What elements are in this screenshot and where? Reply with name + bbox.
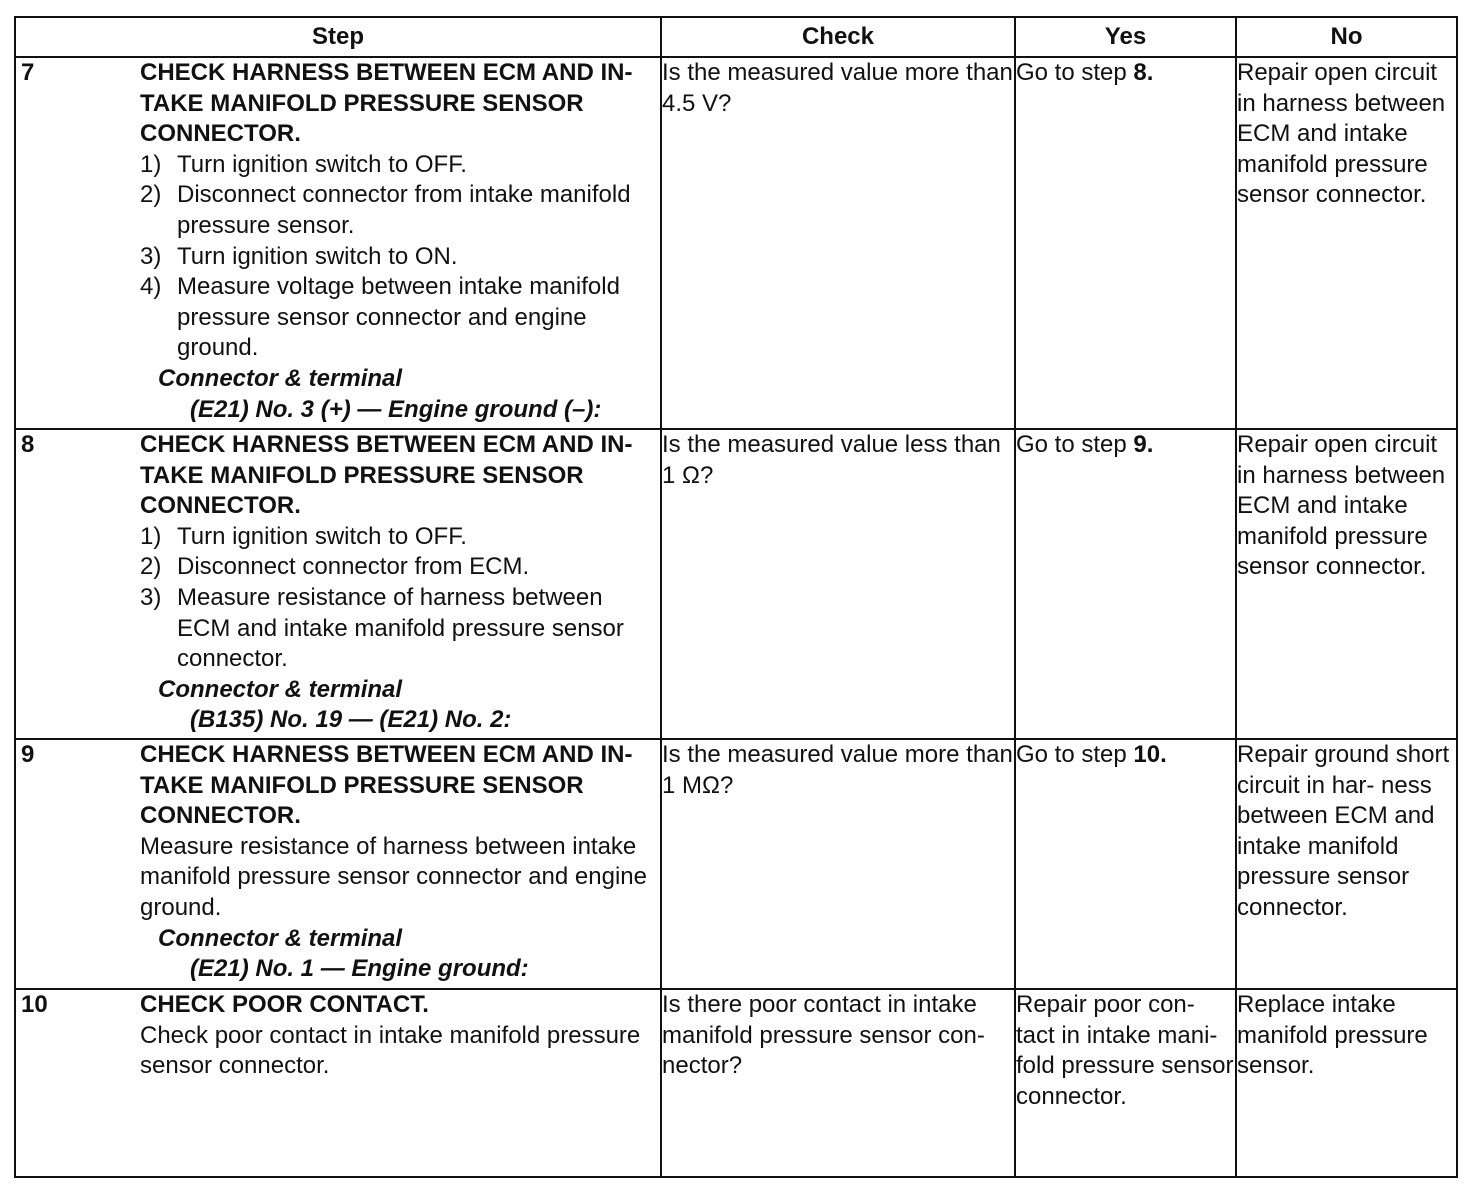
procedure-item: 1) Turn ignition switch to OFF. (140, 150, 467, 178)
procedure-item: 3) Turn ignition switch to ON. (140, 242, 458, 270)
no-cell: Repair open circuit in harness between ECM and intake manifold pressure sensor connector. (1236, 429, 1457, 739)
check-cell: Is the measured value more than 1 MΩ? (661, 739, 1015, 989)
next-step-ref: 9. (1133, 431, 1154, 458)
connector-terms: (E21) No. 3 (+) — Engine ground (–): (190, 395, 602, 423)
header-step: Step (15, 17, 661, 57)
table-row (15, 57, 1457, 429)
procedure-text: Check poor contact in intake manifold pressure sensor connector. (140, 1021, 641, 1080)
header-yes: Yes (1015, 17, 1236, 57)
header-row (15, 17, 1457, 57)
step-heading: CHECK HARNESS BETWEEN ECM AND IN- TAKE MANIFOLD PRESSURE SENSOR CONNECTOR. (140, 431, 633, 520)
step-heading: CHECK POOR CONTACT. (140, 991, 429, 1018)
connector-label: Connector & terminal (158, 924, 403, 952)
step-cell (15, 57, 661, 429)
procedure-item: 3) Measure resistance of harness between ECM and intake manifold pressure sensor connector. (140, 583, 624, 673)
header-no: No (1236, 17, 1457, 57)
procedure-text: Measure resistance of harness between intake manifold pressure sensor connector and engine ground. (140, 832, 647, 921)
table-row (15, 739, 1457, 989)
step-heading: CHECK HARNESS BETWEEN ECM AND IN- TAKE MANIFOLD PRESSURE SENSOR CONNECTOR. (140, 741, 633, 830)
yes-cell: Go to step 10. (1015, 739, 1236, 989)
no-cell: Replace intake manifold pressure sensor. (1236, 989, 1457, 1177)
step-number: 10 (21, 991, 48, 1018)
step-number: 8 (21, 431, 35, 458)
check-cell: Is there poor contact in intake manifold pressure sensor con- nector? (661, 989, 1015, 1177)
table-row (15, 989, 1457, 1177)
step-cell (15, 989, 661, 1177)
no-cell: Repair ground short circuit in har- ness between ECM and intake manifold pressure sensor connector. (1236, 739, 1457, 989)
diagnostic-table (14, 16, 1458, 1178)
connector-terms: (E21) No. 1 — Engine ground: (190, 955, 529, 983)
step-cell (15, 739, 661, 989)
step-heading: CHECK HARNESS BETWEEN ECM AND IN- TAKE MANIFOLD PRESSURE SENSOR CONNECTOR. (140, 59, 633, 148)
procedure-item: 1) Turn ignition switch to OFF. (140, 522, 467, 550)
connector-terms: (B135) No. 19 — (E21) No. 2: (190, 706, 512, 734)
next-step-ref: 8. (1133, 59, 1154, 86)
connector-label: Connector & terminal (158, 675, 403, 703)
connector-label: Connector & terminal (158, 364, 403, 392)
procedure-item: 4) Measure voltage between intake manifold pressure sensor connector and engine ground. (140, 273, 620, 362)
procedure-item: 2) Disconnect connector from intake manifold pressure sensor. (140, 181, 631, 239)
procedure-item: 2) Disconnect connector from ECM. (140, 553, 530, 581)
yes-cell: Go to step 9. (1015, 429, 1236, 739)
next-step-ref: 10. (1133, 741, 1167, 768)
step-number: 7 (21, 59, 35, 86)
check-cell: Is the measured value more than 4.5 V? (661, 57, 1015, 429)
yes-cell: Repair poor con- tact in intake mani- fold pressure sensor connector. (1015, 989, 1236, 1177)
table-row (15, 429, 1457, 739)
step-number: 9 (21, 741, 35, 768)
step-cell (15, 429, 661, 739)
check-cell: Is the measured value less than 1 Ω? (661, 429, 1015, 739)
no-cell: Repair open circuit in harness between ECM and intake manifold pressure sensor connector. (1236, 57, 1457, 429)
yes-cell: Go to step 8. (1015, 57, 1236, 429)
header-check: Check (661, 17, 1015, 57)
